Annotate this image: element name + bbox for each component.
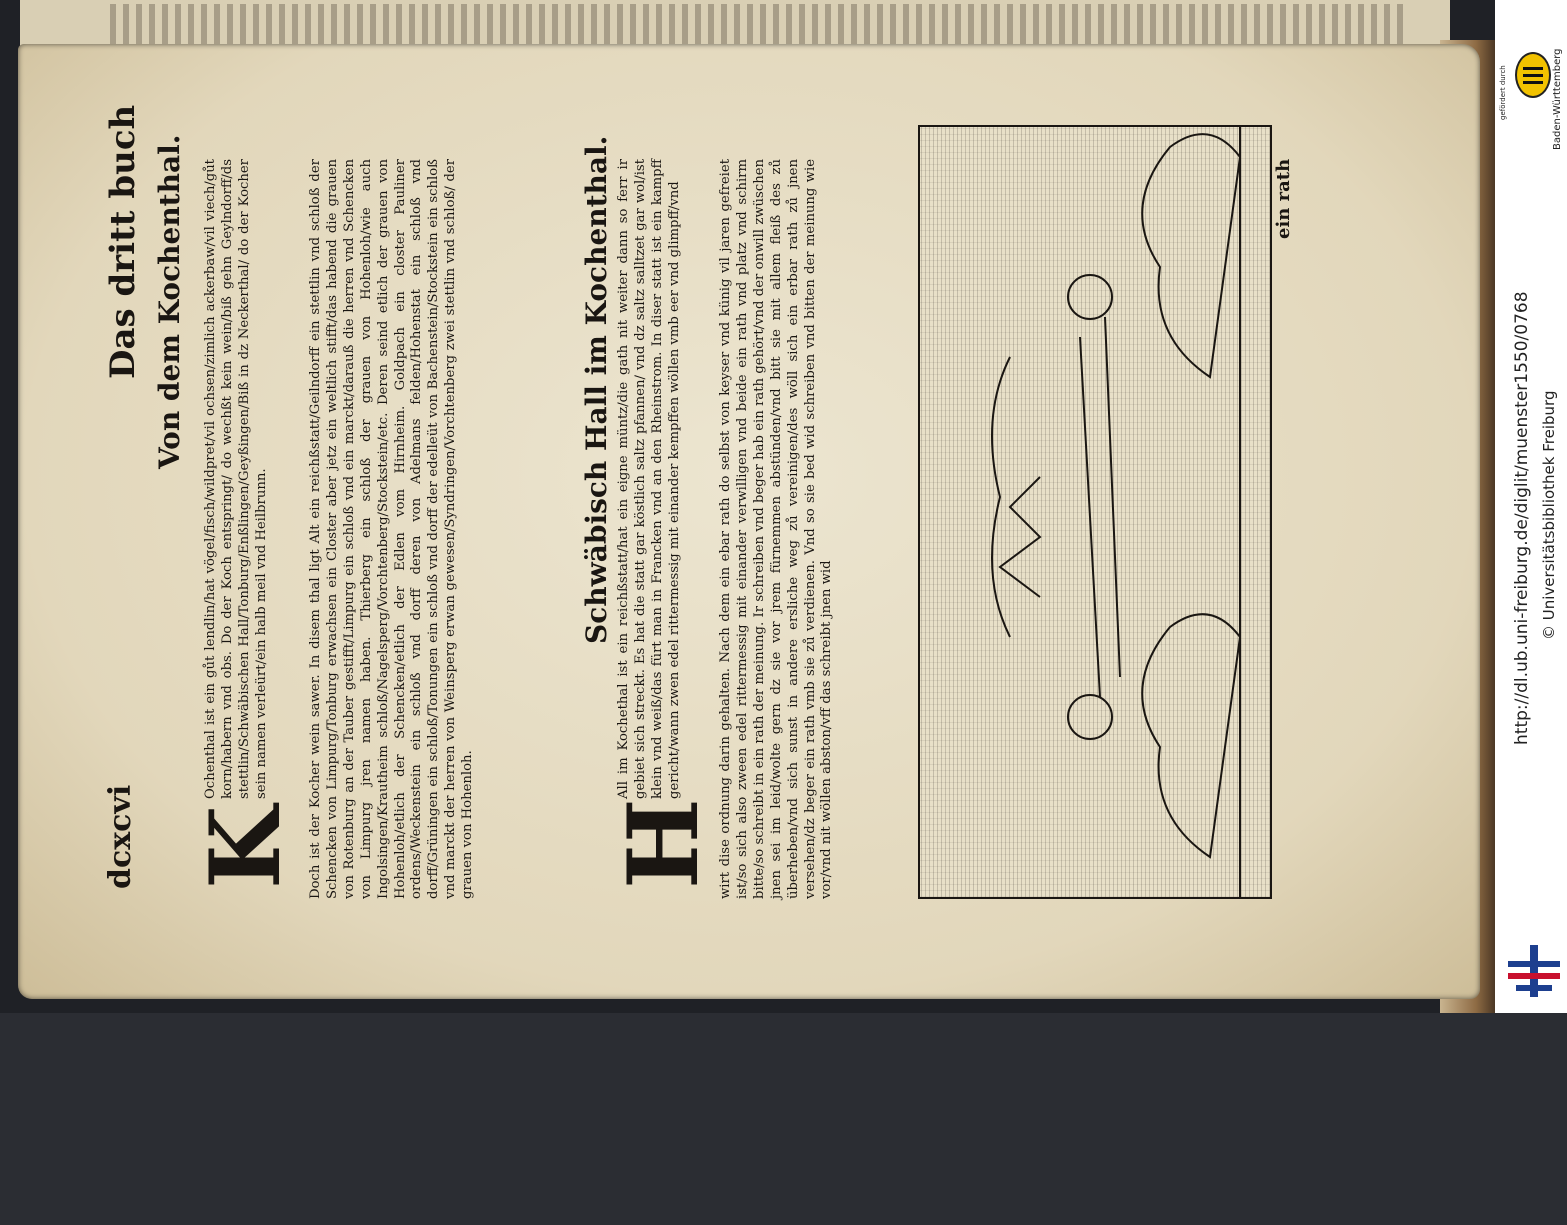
- state-label: [1552, 30, 1566, 150]
- decorated-initial-h: H: [607, 798, 720, 889]
- permalink-text[interactable]: http://dl.ub.uni-freiburg.de/diglit/muenster1550/0768: [1512, 291, 1532, 745]
- sponsor-text: gefördert durch: [1499, 65, 1507, 120]
- catchword: ein rath: [1273, 158, 1294, 239]
- coat-of-arms-icon: [1515, 52, 1551, 98]
- copyright-text: © Universitätsbibliothek Freiburg: [1540, 390, 1558, 640]
- paragraph-hall-intro: All im Kochethal ist ein reichßstatt/hat ein eigne müntz/die gath nit weiter dann so ferr ir gebiet sich streckt. Es hat die statt gar köstlich saltz pfannen/ vnd dz saltz salltzet gar wol/ist klein vnd weiß/das fürt man in Francken vnd an den Rheinstrom. In diser statt ist ein kampff gericht/wann zwen edel rittermessig mit einander kempffen wöllen vmb eer vnd glimpff/vnd: [616, 159, 682, 799]
- book-page: [18, 44, 1480, 999]
- sponsor-caption: [1499, 60, 1511, 120]
- paragraph-kochenthal-body: Doch ist der Kocher wein sawer. In disem thal ligt Alt ein reichßstatt/Geilndorff ein stettlin vnd schloß der Schencken von Limpurg/Tonburg erwachsen ein Closter aber jetz ein weltlich stifft/das habend die grauen von Rotenburg an der Tauber gestifft/Limpurg ein schloß vnd ein marckt/darauß die herren vnd Schencken von Limpurg jren namen haben. Thierberg ein schloß der grauen von Hohenloh/wie auch Ingolsingen/Krautheim schloß/Nagelsperg/Vorchtenberg/Stockstein/etc. Deren seind etlich der grauen von Hohenloh/etlich der Schencken/etlich der Edlen vom Hirnheim. Goldpach ein closter Pauliner ordens/Weckenstein ein schloß vnd dorff deren von Adelmans felden/Hohenstat ein schloß vnd dorff/Grüningen ein schloß/Tonungen ein schloß vnd dorff der edelleüt von Bachenstein/Stockstein ein schloß vnd marckt der herren von Weinsperg erwan gewesen/Syndringen/Vorchtenberg zwei stettlin vnd schloß/ der grauen von Hohenloh.: [308, 159, 476, 899]
- university-library-logo-icon: [1508, 945, 1560, 997]
- woodcut-illustration-jousting-knights: [918, 125, 1272, 899]
- paragraph-hall-body: wirt dise ordnung darin gehalten. Nach dem ein ebar rath do selbst von keyser vnd künig vil jaren gefreiet ist/so sich also zween edel rittermessig mit einander verwilligen vnd beide ein rath vnd platz vnd schirm bitte/so schreibt in ein rath der meinung. Ir schreiben vnd beger hab ein rath gehört/vnd der onwill zwüschen jnen sei im leid/wolte gern dz sie vor jrem fürnemmen abstünden/vnd bitt sie mit allem fleiß des zů überheben/vnd sich sunst in andere ersliche weg zů vereinigen/des wöll sich ein erbar rath zů jnen versehen/dz beger ein rath vmb sie zů verdienen. Vnd so sie bed wid schreiben vnd bitten der meinung wie vor/vnd nit wöllen abston/vff das schreibt jnen wid: [718, 159, 835, 899]
- woodcut-drawing: [920, 127, 1270, 897]
- decorated-initial-k: K: [189, 805, 302, 889]
- state-text: Baden-Württemberg: [1552, 48, 1563, 150]
- chapter-title-schwaebisch-hall: Schwäbisch Hall im Kochenthal.: [580, 135, 613, 644]
- paragraph-kochenthal-intro: Ochenthal ist ein gůt lendlin/hat vögel/fisch/wildpret/vil ochsen/zimlich ackerbaw/vil viech/gůt korn/habern vnd obs. Do der Koch entspringt/ do wechßt kein wein/biß gehn Geylndorff/ds stettlin/Schwäbischen Hall/Tonburg/Enßlingen/Geyßingen/Biß in dz Neckerthal/ do der Kocher sein namen verleürt/ein halb meil vnd Heilbrunn.: [203, 159, 269, 799]
- running-head: Das dritt buch: [103, 104, 143, 379]
- folio-number: dcxcvi: [103, 784, 138, 889]
- chapter-title-kochenthal: Von dem Kochenthal.: [153, 134, 186, 469]
- rotated-page-content: [18, 44, 1480, 999]
